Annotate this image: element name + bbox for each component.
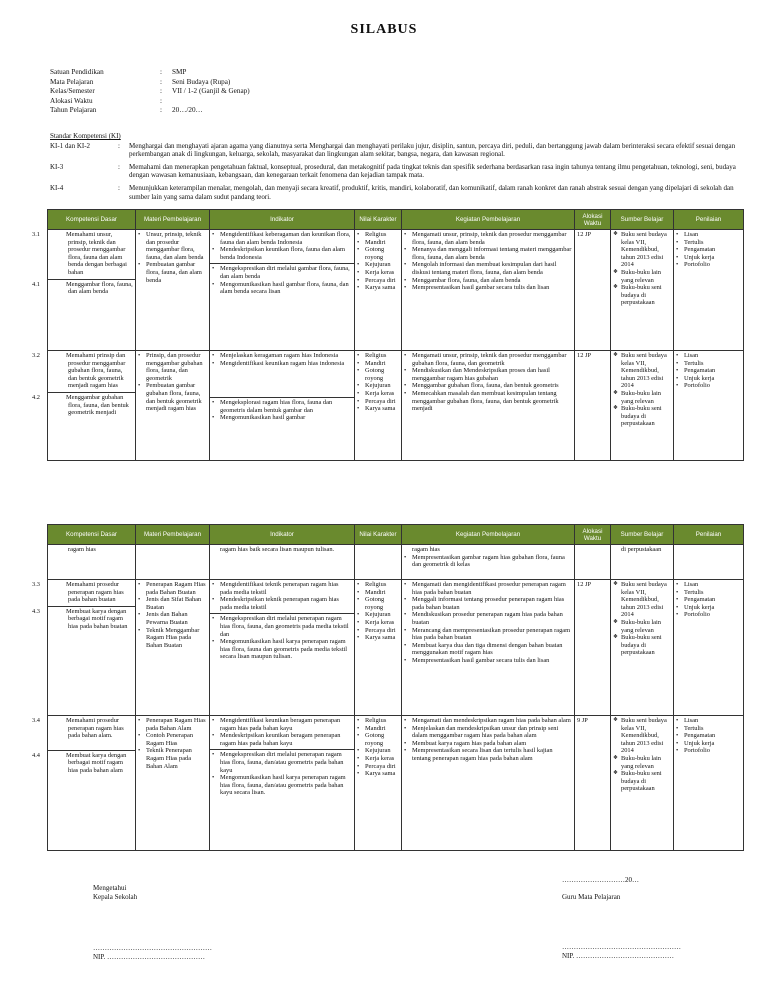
info-key: Kelas/Semester: [50, 87, 95, 96]
header-kegiatan: Kegiatan Pembelajaran: [402, 525, 575, 545]
list-item: • Mendeskripsikan keunikan flora, fauna dan alam benda Indonesia: [212, 246, 352, 261]
list-item: • Mengidentifikasi keunikan beragam penerapan ragam hias pada bahan kayu: [212, 717, 352, 732]
list-item: • Gotong royong: [357, 732, 399, 747]
list-item: • Pengamatan: [676, 732, 741, 740]
list-item: • Gotong royong: [357, 596, 399, 611]
ki-key: KI-4: [50, 183, 64, 192]
sumber-cell: [611, 716, 674, 851]
kd-item: 4.2 Menggambar gubahan flora, fauna, dan bentuk geometrik menjadi: [32, 393, 129, 417]
sign-label: Kepala Sekolah: [93, 893, 138, 901]
syllabus-table-page2: [32, 524, 744, 851]
kd-item: 3.4 Memahami prosedur penerapan ragam hias pada bahan alam.: [32, 717, 124, 740]
header-kd: Kompetensi Dasar: [48, 210, 136, 230]
nilai-cell: [355, 545, 402, 580]
sumber-cell: di perpustakaan: [611, 545, 674, 580]
list-item: ❖ Buku seni budaya kelas VII, Kemendikbud, tahun 2013 edisi 2014: [613, 581, 671, 619]
list-item: • Kejujuran: [357, 261, 399, 269]
list-item: • Portofolio: [676, 261, 741, 269]
list-item: • Mengeksplorasi ragam hias flora, fauna dan geometris dalam bentuk gambar dan: [212, 399, 352, 414]
signature-line: ……………………………………………: [93, 944, 212, 952]
ki-row: KI-3 : Memahami dan menerapkan pengetahuan faktual, konseptual, prosedural, dan metakognitif pada tingkat teknis dan spesifik sederhana berdasarkan rasa ingin tahunya tentang ilmu pengetahuan, teknologi, seni, budaya dengan wawasan kemanusiaan, kebangsaan, dan kenegaraan terkait fenomena dan kejadian tampak mata.: [50, 163, 740, 180]
kd-cell: ragam hias: [48, 545, 136, 580]
list-item: • Kerja keras: [357, 755, 399, 763]
indikator-cell: [210, 351, 355, 461]
kd-item: 4.4 Membuat karya dengan berbagai motif ragam hias pada bahan alam: [32, 751, 127, 774]
list-item: • Jenis dan Bahan Pewarna Buatan: [138, 611, 207, 626]
sign-label: Mengetahui: [93, 884, 127, 892]
header-nilai: Nilai Karakter: [355, 525, 402, 545]
list-item: • Unjuk kerja: [676, 375, 741, 383]
list-item: • Unjuk kerja: [676, 254, 741, 262]
kegiatan-cell: [402, 580, 575, 716]
signature-line: ……………………………………………: [562, 943, 681, 951]
table-row: [48, 230, 744, 351]
list-item: • Tertulis: [676, 239, 741, 247]
header-alokasi: Alokasi Waktu: [575, 210, 611, 230]
kd-item: 4.3 Membuat karya dengan berbagai motif ragam hias pada bahan buatan: [32, 607, 128, 630]
list-item: • Religius: [357, 581, 399, 589]
list-item: • Mengamati dan mengidentifikasi prosedur penerapan ragam hias pada bahan buatan: [404, 581, 572, 596]
signature-left: [93, 884, 212, 962]
list-item: • Mendeskripsikan keunikan beragam penerapan ragam hias pada bahan kayu: [212, 732, 352, 747]
info-value: [172, 97, 372, 107]
header-kegiatan: Kegiatan Pembelajaran: [402, 210, 575, 230]
nip-line: NIP. ……………………………………: [562, 952, 675, 960]
list-item: • Portofolio: [676, 747, 741, 755]
list-item: ❖ Buku-buku lain yang relevan: [613, 269, 671, 284]
list-item: • Mengekspresikan diri melalui gambar flora, fauna, dan alam benda: [212, 265, 352, 280]
header-alokasi: Alokasi Waktu: [575, 525, 611, 545]
list-item: • Karya sama: [357, 284, 399, 292]
info-row: Mata Pelajaran : Seni Budaya (Rupa): [50, 78, 372, 88]
kd-cell: [32, 351, 136, 461]
nilai-cell: [355, 230, 402, 351]
list-item: • Mempresentasikan hasil gambar secara tulis dan lisan: [404, 284, 572, 292]
list-item: • Menjelaskan dan mendeskripsikan unsur dan prinsip seni dalam menggambar ragam hias pada bahan alam: [404, 725, 572, 740]
kd-item: 3.1 Memahami unsur, prinsip, teknik dan prosedur menggambar flora, fauna dan alam benda dengan berbagai bahan: [32, 231, 127, 276]
penilaian-cell: [674, 545, 744, 580]
kegiatan-cell: [402, 716, 575, 851]
syllabus-table-page1: [32, 209, 744, 461]
indikator-cell: [210, 230, 355, 351]
info-row: Tahun Pelajaran : 20…/20…: [50, 106, 372, 116]
list-item: • Portofolio: [676, 382, 741, 390]
header-penilaian: Penilaian: [674, 525, 744, 545]
header-sumber: Sumber Belajar: [611, 525, 674, 545]
info-key: Alokasi Waktu: [50, 96, 93, 105]
list-item: • Mengomunikasikan hasil karya penerapan ragam hias flora, fauna, dan/atau geometris pada bahan kayu secara lisan.: [212, 774, 352, 797]
list-item: • Pengamatan: [676, 246, 741, 254]
materi-cell: [136, 545, 210, 580]
list-item: ❖ Buku seni budaya kelas VII, Kemendikbud, tahun 2013 edisi 2014: [613, 352, 671, 390]
table-row: [48, 351, 744, 461]
header-kd: Kompetensi Dasar: [48, 525, 136, 545]
info-value: Seni Budaya (Rupa): [172, 77, 231, 86]
list-item: • Unjuk kerja: [676, 740, 741, 748]
nilai-cell: [355, 580, 402, 716]
info-key: Tahun Pelajaran: [50, 106, 97, 115]
kd-item: 3.3 Memahami prosedur penerapan ragam hias pada bahan buatan: [32, 581, 124, 604]
sumber-cell: [611, 230, 674, 351]
list-item: • Kejujuran: [357, 611, 399, 619]
list-item: • Penerapan Ragam Hias pada Bahan Alam: [138, 717, 207, 732]
list-item: • Mengekspresikan diri melalui penerapan ragam hias flora, fauna, dan geometris pada media tekstil dan: [212, 615, 352, 638]
document-title: SILABUS: [350, 22, 418, 37]
info-row: Satuan Pendidikan : SMP: [50, 68, 372, 78]
alokasi-cell: 12 JP: [575, 580, 611, 716]
info-value: 20…/20…: [172, 106, 203, 115]
kegiatan-cell: ragam hias • Mempresentasikan gambar ragam hias gubahan flora, fauna dan geometrik di kelas: [402, 545, 575, 580]
list-item: • Karya sama: [357, 405, 399, 413]
identity-block: [50, 68, 372, 116]
list-item: • Tertulis: [676, 725, 741, 733]
penilaian-cell: [674, 716, 744, 851]
competency-standards: [50, 132, 740, 205]
alokasi-cell: 12 JP: [575, 351, 611, 461]
list-item: • Mengolah informasi dan membuat kesimpulan dari hasil diskusi tentang materi flora, fauna, dan alam benda: [404, 261, 572, 276]
list-item: • Percaya diri: [357, 627, 399, 635]
header-sumber: Sumber Belajar: [611, 210, 674, 230]
list-item: • Menggambar gubahan flora, fauna, dan bentuk geometris: [404, 382, 572, 390]
info-key: Mata Pelajaran: [50, 77, 94, 86]
alokasi-cell: 12 JP: [575, 230, 611, 351]
ki-key: KI-1 dan KI-2: [50, 141, 91, 150]
penilaian-cell: [674, 230, 744, 351]
list-item: • Mengamati dan mendeskripsikan ragam hias pada bahan alam: [404, 717, 572, 725]
list-item: • Mengamati unsur, prinsip, teknik dan prosedur menggambar gubahan flora, fauna, dan geometrik: [404, 352, 572, 367]
indikator-cell: ragam hias baik secara lisan maupun tulisan.: [210, 545, 355, 580]
list-item: • Menggambar flora, fauna, dan alam benda: [404, 277, 572, 285]
list-item: • Mengomunikasikan hasil karya penerapan ragam hias flora, fauna dan geometris pada media tekstil secara lisan maupun tulisan.: [212, 638, 352, 661]
list-item: • Kejujuran: [357, 382, 399, 390]
nilai-cell: [355, 716, 402, 851]
list-item: • Karya sama: [357, 634, 399, 642]
sumber-cell: [611, 351, 674, 461]
sign-date: ………………………20…: [562, 876, 639, 884]
list-item: • Mengamati unsur, prinsip, teknik dan prosedur menggambar flora, fauna, dan alam benda: [404, 231, 572, 246]
info-row: Kelas/Semester : VII / 1-2 (Ganjil & Genap): [50, 87, 372, 97]
list-item: • Pengamatan: [676, 367, 741, 375]
list-item: • Lisan: [676, 352, 741, 360]
list-item: • Religius: [357, 231, 399, 239]
list-item: • Pembuatan gambar gubahan flora, fauna, dan bentuk geometrik menjadi ragam hias: [138, 382, 207, 412]
list-item: • Membuat karya dua dan tiga dimensi dengan bahan buatan menggunakan motif ragam hias: [404, 642, 572, 657]
list-item: ❖ Buku-buku seni budaya di perpustakaan: [613, 634, 671, 657]
list-item: • Tertulis: [676, 360, 741, 368]
penilaian-cell: [674, 580, 744, 716]
list-item: • Unjuk kerja: [676, 604, 741, 612]
list-item: • Mengekspresikan diri melalui penerapan ragam hias flora, fauna, dan/atau geometris pada bahan kayu: [212, 751, 352, 774]
ki-row: KI-1 dan KI-2 : Menghargai dan menghayati ajaran agama yang dianutnya serta Menghargai dan menghayati perilaku jujur, disiplin, santun, percaya diri, peduli, dan bertanggung jawab dalam berinteraksi secara efektif sesuai dengan perkembangan anak di lingkungan, keluarga, sekolah, masyarakat dan lingkungan alam sekitar, bangsa, negara, dan kawasan regional.: [50, 142, 740, 159]
kegiatan-cell: [402, 351, 575, 461]
list-item: • Mendiskusikan dan Mendeskripsikan proses dan hasil menggambar ragam hias gubahan: [404, 367, 572, 382]
sumber-cell: [611, 580, 674, 716]
list-item: • Penerapan Ragam Hias pada Bahan Buatan: [138, 581, 207, 596]
materi-cell: [136, 351, 210, 461]
kegiatan-cell: [402, 230, 575, 351]
header-nilai: Nilai Karakter: [355, 210, 402, 230]
list-item: • Prinsip, dan prosedur menggambar gubahan flora, fauna, dan geometrik: [138, 352, 207, 382]
list-item: ❖ Buku-buku seni budaya di perpustakaan: [613, 770, 671, 793]
list-item: • Mengomunikasikan hasil gambar flora, fauna, dan alam benda secara lisan: [212, 281, 352, 296]
list-item: ❖ Buku-buku seni budaya di perpustakaan: [613, 284, 671, 307]
list-item: • Teknik Menggambar Ragam Hias pada Bahan Buatan: [138, 627, 207, 650]
list-item: ❖ Buku seni budaya kelas VII, Kemendikbud, tahun 2013 edisi 2014: [613, 231, 671, 269]
ki-row: KI-4 : Menunjukkan keterampilan menalar, mengolah, dan menyaji secara kreatif, produktif, kritis, mandiri, kolaboratif, dan komunikatif, dalam ranah konkret dan ranah abstrak sesuai dengan yang dipelajari di sekolah dan sumber lain yang sama dalam sudut pandang teori.: [50, 184, 740, 201]
signature-right: [562, 876, 681, 961]
info-value: VII / 1-2 (Ganjil & Genap): [172, 87, 250, 96]
list-item: • Mempresentasikan secara lisan dan tertulis hasil kajian tentang penerapan ragam hias pada bahan alam: [404, 747, 572, 762]
list-item: • Lisan: [676, 717, 741, 725]
standards-heading: Standar Kompetensi (KI): [50, 132, 121, 140]
indikator-cell: [210, 580, 355, 716]
header-materi: Materi Pembelajaran: [136, 210, 210, 230]
header-indikator: Indikator: [210, 525, 355, 545]
list-item: • Religius: [357, 352, 399, 360]
list-item: ❖ Buku-buku lain yang relevan: [613, 755, 671, 770]
list-item: • Mempresentasikan gambar ragam hias gubahan flora, fauna dan geometrik di kelas: [404, 554, 572, 569]
list-item: • Mandiri: [357, 360, 399, 368]
list-item: • Tertulis: [676, 589, 741, 597]
list-item: • Pembuatan gambar flora, fauna, dan alam benda: [138, 261, 207, 284]
list-item: • Religius: [357, 717, 399, 725]
list-item: • Teknik Penerapan Ragam Hias pada Bahan Alam: [138, 747, 207, 770]
list-item: • Gotong royong: [357, 367, 399, 382]
ki-key: KI-3: [50, 162, 64, 171]
list-item: ❖ Buku-buku seni budaya di perpustakaan: [613, 405, 671, 428]
list-item: • Kejujuran: [357, 747, 399, 755]
list-item: • Percaya diri: [357, 398, 399, 406]
list-item: • Contoh Penerapan Ragam Hias: [138, 732, 207, 747]
list-item: • Menanya dan menggali informasi tentang materi menggambar flora, fauna, dan alam benda: [404, 246, 572, 261]
list-item: • Kerja keras: [357, 390, 399, 398]
sign-label: Guru Mata Pelajaran: [562, 893, 621, 901]
list-item: • Mendiskusikan prosedur penerapan ragam hias pada bahan buatan: [404, 611, 572, 626]
ki-text: Menghargai dan menghayati ajaran agama yang dianutnya serta Menghargai dan menghayati perilaku jujur, disiplin, santun, percaya diri, peduli, dan bertanggung jawab dalam berinteraksi secara efektif sesuai dengan perkembangan anak di lingkungan, keluarga, sekolah, masyarakat dan lingkungan alam sekitar, bangsa, negara, dan kawasan regional.: [129, 141, 736, 159]
table-row: [48, 545, 744, 580]
table-row: [48, 716, 744, 851]
list-item: • Menggali informasi tentang prosedur penerapan ragam hias pada bahan buatan: [404, 596, 572, 611]
list-item: ❖ Buku seni budaya kelas VII, Kemendikbud, tahun 2013 edisi 2014: [613, 717, 671, 755]
materi-cell: [136, 716, 210, 851]
info-row: Alokasi Waktu :: [50, 97, 372, 107]
materi-cell: [136, 580, 210, 716]
list-item: • Menjelaskan keragaman ragam hias Indonesia: [212, 352, 352, 360]
list-item: • Merancang dan mempresentasikan prosedur penerapan ragam hias pada bahan buatan: [404, 627, 572, 642]
alokasi-cell: [575, 545, 611, 580]
list-item: • Portofolio: [676, 611, 741, 619]
kd-item: 3.2 Memahami prinsip dan prosedur menggambar gubahan flora, fauna, dan bentuk geometrik menjadi ragam hias: [32, 352, 126, 390]
list-item: • Karya sama: [357, 770, 399, 778]
penilaian-cell: [674, 351, 744, 461]
list-item: • Pengamatan: [676, 596, 741, 604]
kd-cell: [32, 716, 136, 851]
nip-line: NIP. ……………………………………: [93, 953, 206, 961]
info-value: SMP: [172, 68, 187, 76]
list-item: • Gotong royong: [357, 246, 399, 261]
list-item: • Jenis dan Sifat Bahan Buatan: [138, 596, 207, 611]
list-item: • Kerja keras: [357, 269, 399, 277]
list-item: • Mendeskripsikan teknik penerapan ragam hias pada media tekstil: [212, 596, 352, 611]
list-item: • Mengomunikasikan hasil gambar: [212, 414, 352, 422]
list-item: • Membuat karya ragam hias pada bahan alam: [404, 740, 572, 748]
list-item: • Percaya diri: [357, 277, 399, 285]
list-item: • Mengidentifikasi teknik penerapan ragam hias pada media tekstil: [212, 581, 352, 596]
kd-cell: [32, 230, 136, 351]
kd-cell: [32, 580, 136, 716]
table-row: [48, 580, 744, 716]
list-item: • Mandiri: [357, 725, 399, 733]
list-item: • Memecahkan masalah dan membuat kesimpulan tentang menggambar gubahan flora, fauna, dan bentuk geometrik menjadi: [404, 390, 572, 413]
nilai-cell: [355, 351, 402, 461]
list-item: • Lisan: [676, 231, 741, 239]
list-item: • Mengidentifikasi keunikan ragam hias indonesia: [212, 360, 352, 368]
indikator-cell: [210, 716, 355, 851]
list-item: • Kerja keras: [357, 619, 399, 627]
list-item: • Mengidentifikasi keberagaman dan keunikan flora, fauna dan alam benda Indonesia: [212, 231, 352, 246]
alokasi-cell: 9 JP: [575, 716, 611, 851]
header-indikator: Indikator: [210, 210, 355, 230]
header-penilaian: Penilaian: [674, 210, 744, 230]
list-item: • Unsur, prinsip, teknik dan prosedur menggambar flora, fauna, dan alam benda: [138, 231, 207, 261]
list-item: ❖ Buku-buku lain yang relevan: [613, 390, 671, 405]
list-item: • Percaya diri: [357, 763, 399, 771]
ki-text: Menunjukkan keterampilan menalar, mengolah, dan menyaji secara kreatif, produktif, kritis, mandiri, kolaboratif, dan komunikatif, dalam ranah konkret dan ranah abstrak sesuai dengan yang dipelajari di sekolah dan sumber lain yang sama dalam sudut pandang teori.: [129, 183, 734, 201]
info-key: Satuan Pendidikan: [50, 68, 104, 76]
list-item: • Lisan: [676, 581, 741, 589]
list-item: • Mandiri: [357, 589, 399, 597]
list-item: ❖ Buku-buku lain yang relevan: [613, 619, 671, 634]
list-item: • Mandiri: [357, 239, 399, 247]
header-materi: Materi Pembelajaran: [136, 525, 210, 545]
list-item: • Mempresentasikan hasil gambar secara tulis dan lisan: [404, 657, 572, 665]
ki-text: Memahami dan menerapkan pengetahuan faktual, konseptual, prosedural, dan metakognitif pada tingkat teknis dan spesifik sederhana berdasarkan rasa ingin tahunya tentang ilmu pengetahuan, teknologi, seni, budaya dengan wawasan kemanusiaan, kebangsaan, dan kenegaraan terkait fenomena dan kejadian tampak mata.: [129, 162, 736, 180]
kd-item: 4.1 Menggambar flora, fauna, dan alam benda: [32, 280, 133, 296]
materi-cell: [136, 230, 210, 351]
